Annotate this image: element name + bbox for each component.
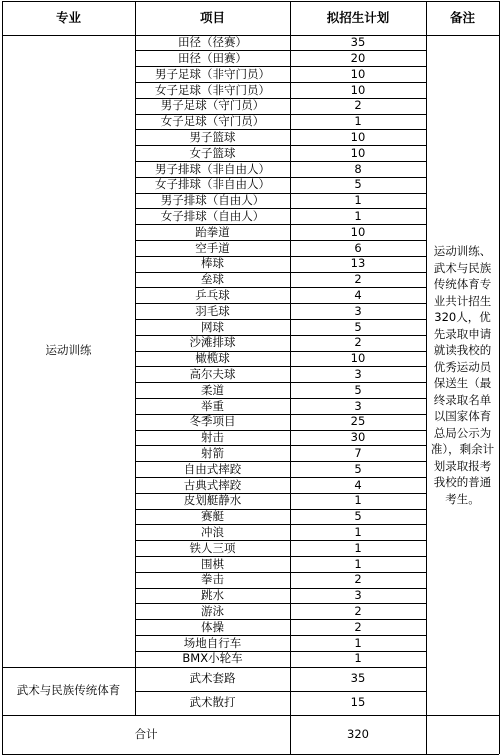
table-row-project: 场地自行车 bbox=[183, 635, 242, 650]
table-row-planned: 10 bbox=[350, 145, 366, 160]
table-row-project: 棒球 bbox=[201, 256, 224, 271]
table-row-project: 武术散打 bbox=[189, 695, 236, 710]
table-row-planned: 8 bbox=[354, 161, 362, 176]
table-row-planned: 2 bbox=[354, 603, 362, 618]
table-row-planned: 1 bbox=[354, 556, 362, 571]
table-vline bbox=[135, 1, 136, 715]
table-row-project: 男子足球（非守门员） bbox=[155, 66, 270, 81]
table-row-planned: 35 bbox=[350, 671, 366, 686]
table-row-planned: 10 bbox=[350, 129, 366, 144]
table-row-project: 赛艇 bbox=[201, 509, 224, 524]
table-row-planned: 10 bbox=[350, 351, 366, 366]
table-row-planned: 3 bbox=[354, 366, 362, 381]
table-row-planned: 2 bbox=[354, 335, 362, 350]
table-vline bbox=[426, 1, 427, 754]
table-row-planned: 5 bbox=[354, 319, 362, 334]
table-row-project: 田径（田赛） bbox=[178, 50, 247, 65]
group-major-label: 武术与民族传统体育 bbox=[16, 683, 121, 698]
table-hline bbox=[426, 715, 499, 716]
table-row-project: 女子排球（自由人） bbox=[160, 208, 265, 223]
table-row-project: 女子排球（非自由人） bbox=[155, 177, 270, 192]
table-vline bbox=[290, 1, 291, 754]
table-row-project: 射击 bbox=[201, 430, 224, 445]
table-row-project: 冬季项目 bbox=[189, 414, 236, 429]
table-row-planned: 5 bbox=[354, 509, 362, 524]
table-row-planned: 3 bbox=[354, 398, 362, 413]
table-row-planned: 2 bbox=[354, 98, 362, 113]
table-row-project: 网球 bbox=[201, 319, 224, 334]
table-row-project: 空手道 bbox=[195, 240, 230, 255]
table-row-planned: 6 bbox=[354, 240, 362, 255]
table-row-project: 羽毛球 bbox=[195, 303, 230, 318]
table-row-planned: 1 bbox=[354, 651, 362, 666]
table-row-planned: 3 bbox=[354, 303, 362, 318]
table-row-project: BMX小轮车 bbox=[182, 651, 243, 666]
table-row-planned: 10 bbox=[350, 224, 366, 239]
table-row-planned: 5 bbox=[354, 177, 362, 192]
table-row-project: 举重 bbox=[201, 398, 224, 413]
header-remark: 备注 bbox=[449, 9, 475, 25]
table-row-planned: 1 bbox=[354, 635, 362, 650]
table-row-planned: 1 bbox=[354, 114, 362, 129]
table-row-project: 乒乓球 bbox=[195, 287, 230, 302]
table-row-planned: 3 bbox=[354, 588, 362, 603]
table-row-project: 高尔夫球 bbox=[189, 366, 236, 381]
table-row-project: 沙滩排球 bbox=[189, 335, 236, 350]
table-row-planned: 1 bbox=[354, 493, 362, 508]
table-row-project: 古典式摔跤 bbox=[183, 477, 242, 492]
header-major: 专业 bbox=[55, 9, 81, 25]
table-row-planned: 2 bbox=[354, 619, 362, 634]
table-row-planned: 35 bbox=[350, 35, 366, 50]
group-major-label: 运动训练 bbox=[45, 343, 92, 358]
table-row-project: 围棋 bbox=[201, 556, 224, 571]
table-row-planned: 15 bbox=[350, 695, 366, 710]
enrollment-plan-table bbox=[2, 1, 499, 754]
table-row-planned: 2 bbox=[354, 272, 362, 287]
remark-text: 运动训练、武术与民族传统体育专业共计招生320人，优先录取申请就读我校的优秀运动员保送生（最终录取名单以国家体育总局公示为准），剩余计划录取报考我校的普通考生。 bbox=[430, 244, 495, 506]
table-row-planned: 20 bbox=[350, 50, 366, 65]
header-project: 项目 bbox=[199, 9, 225, 25]
table-row-project: 田径（径赛） bbox=[178, 35, 247, 50]
total-value: 320 bbox=[347, 726, 369, 741]
table-row-project: 男子排球（非自由人） bbox=[155, 161, 270, 176]
table-row-project: 皮划艇静水 bbox=[183, 493, 242, 508]
table-row-project: 垒球 bbox=[201, 272, 224, 287]
table-row-project: 武术套路 bbox=[189, 671, 236, 686]
table-row-planned: 5 bbox=[354, 382, 362, 397]
table-row-project: 柔道 bbox=[201, 382, 224, 397]
table-row-planned: 1 bbox=[354, 540, 362, 555]
table-row-project: 跆拳道 bbox=[195, 224, 230, 239]
table-row-project: 橄榄球 bbox=[195, 351, 230, 366]
table-row-project: 男子篮球 bbox=[189, 129, 236, 144]
table-row-planned: 13 bbox=[350, 256, 366, 271]
table-row-project: 女子篮球 bbox=[189, 145, 236, 160]
table-row-project: 拳击 bbox=[201, 572, 224, 587]
table-row-project: 女子足球（非守门员） bbox=[155, 82, 270, 97]
table-row-project: 游泳 bbox=[201, 603, 224, 618]
table-row-project: 冲浪 bbox=[201, 524, 224, 539]
table-row-planned: 1 bbox=[354, 193, 362, 208]
table-row-planned: 2 bbox=[354, 572, 362, 587]
table-row-planned: 4 bbox=[354, 287, 362, 302]
table-row-project: 铁人三项 bbox=[189, 540, 236, 555]
header-planned: 拟招生计划 bbox=[326, 9, 390, 25]
table-row-planned: 10 bbox=[350, 82, 366, 97]
table-row-planned: 7 bbox=[354, 445, 362, 460]
table-row-project: 跳水 bbox=[201, 588, 224, 603]
table-row-planned: 1 bbox=[354, 524, 362, 539]
table-row-project: 射箭 bbox=[201, 445, 224, 460]
table-row-planned: 1 bbox=[354, 208, 362, 223]
table-row-planned: 10 bbox=[350, 66, 366, 81]
table-row-planned: 5 bbox=[354, 461, 362, 476]
total-label: 合计 bbox=[134, 726, 158, 741]
table-row-project: 体操 bbox=[201, 619, 224, 634]
table-row-project: 自由式摔跤 bbox=[183, 461, 242, 476]
table-row-planned: 25 bbox=[350, 414, 366, 429]
table-row-planned: 30 bbox=[350, 430, 366, 445]
table-row-project: 男子排球（自由人） bbox=[160, 193, 265, 208]
table-row-planned: 4 bbox=[354, 477, 362, 492]
table-row-project: 女子足球（守门员） bbox=[160, 114, 265, 129]
table-row-project: 男子足球（守门员） bbox=[160, 98, 265, 113]
